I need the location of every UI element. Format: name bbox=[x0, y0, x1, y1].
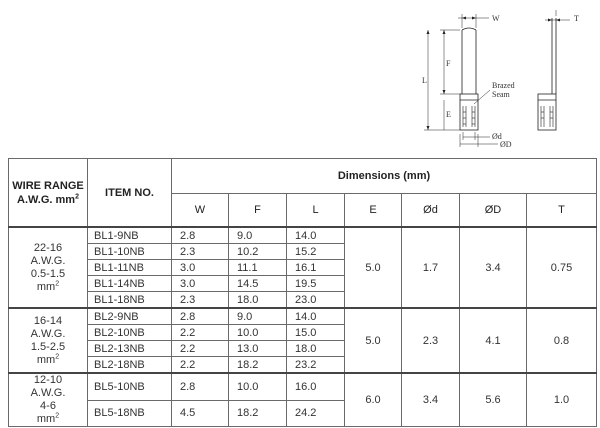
w-cell: 2.8 bbox=[172, 308, 229, 325]
mm-unit: mm bbox=[36, 353, 56, 366]
terminal-drawing bbox=[410, 8, 595, 153]
awg-range: 16-14 bbox=[33, 314, 63, 327]
item-no-cell: BL1-9NB bbox=[88, 227, 172, 244]
label-od-large: ØD bbox=[500, 140, 512, 149]
f-cell: 18.2 bbox=[229, 400, 287, 426]
f-cell: 14.5 bbox=[229, 276, 287, 292]
item-no-cell: BL1-10NB bbox=[88, 244, 172, 260]
l-cell: 14.0 bbox=[287, 227, 345, 244]
col-header-t: T bbox=[527, 194, 597, 228]
f-cell: 10.0 bbox=[229, 373, 287, 400]
l-cell: 23.0 bbox=[287, 292, 345, 309]
e-cell: 5.0 bbox=[345, 308, 402, 373]
table-row bbox=[9, 227, 597, 244]
f-cell: 9.0 bbox=[229, 227, 287, 244]
awg-range: 12-10 bbox=[33, 374, 63, 386]
f-cell: 9.0 bbox=[229, 308, 287, 325]
terminal-diagram bbox=[410, 8, 595, 153]
l-cell: 23.2 bbox=[287, 357, 345, 374]
t-cell: 0.8 bbox=[527, 308, 597, 373]
l-cell: 16.1 bbox=[287, 260, 345, 276]
col-header-od-small: Ød bbox=[402, 194, 460, 228]
label-w: W bbox=[492, 14, 500, 23]
label-brazed: Brazed bbox=[492, 81, 515, 90]
l-cell: 15.0 bbox=[287, 325, 345, 341]
f-cell: 18.0 bbox=[229, 292, 287, 309]
blade-outline bbox=[462, 28, 476, 94]
col-header-l: L bbox=[287, 194, 345, 228]
l-cell: 16.0 bbox=[287, 373, 345, 400]
item-no-cell: BL2-9NB bbox=[88, 308, 172, 325]
mm-range: 1.5-2.5 bbox=[30, 340, 66, 353]
e-cell: 5.0 bbox=[345, 227, 402, 308]
w-cell: 2.8 bbox=[172, 373, 229, 400]
wire-range-cell bbox=[9, 373, 88, 427]
label-f: F bbox=[446, 59, 451, 68]
label-od-small: Ød bbox=[492, 132, 502, 141]
t-cell: 0.75 bbox=[527, 227, 597, 308]
w-cell: 2.2 bbox=[172, 357, 229, 374]
w-cell: 2.8 bbox=[172, 227, 229, 244]
table-row bbox=[9, 308, 597, 325]
w-cell: 3.0 bbox=[172, 276, 229, 292]
wire-range-cell bbox=[9, 308, 88, 373]
item-no-cell: BL2-18NB bbox=[88, 357, 172, 374]
col-header-f: F bbox=[229, 194, 287, 228]
w-cell: 4.5 bbox=[172, 400, 229, 426]
item-no-header: ITEM NO. bbox=[88, 159, 172, 228]
mm-range: 0.5-1.5 bbox=[30, 267, 66, 280]
spec-table bbox=[8, 158, 597, 427]
col-header-e: E bbox=[345, 194, 402, 228]
w-cell: 2.2 bbox=[172, 325, 229, 341]
mm-range: 4-6 bbox=[40, 400, 56, 412]
w-cell: 2.3 bbox=[172, 244, 229, 260]
wire-range-header-sup: 2 bbox=[75, 192, 79, 200]
item-no-cell: BL1-14NB bbox=[88, 276, 172, 292]
od-large-cell: 5.6 bbox=[460, 373, 527, 427]
col-header-w: W bbox=[172, 194, 229, 228]
wire-range-header bbox=[9, 159, 88, 228]
od-small-cell: 3.4 bbox=[402, 373, 460, 427]
f-cell: 10.0 bbox=[229, 325, 287, 341]
w-cell: 2.3 bbox=[172, 292, 229, 309]
mm-unit-sup: 2 bbox=[55, 279, 60, 287]
l-cell: 18.0 bbox=[287, 341, 345, 357]
od-small-cell: 1.7 bbox=[402, 227, 460, 308]
label-seam: Seam bbox=[492, 90, 510, 99]
f-cell: 11.1 bbox=[229, 260, 287, 276]
wire-range-cell bbox=[9, 227, 88, 308]
awg-label: A.W.G. bbox=[30, 387, 66, 399]
w-cell: 3.0 bbox=[172, 260, 229, 276]
f-cell: 13.0 bbox=[229, 341, 287, 357]
dimensions-header: Dimensions (mm) bbox=[172, 159, 597, 194]
item-no-cell: BL1-18NB bbox=[88, 292, 172, 309]
table-row bbox=[9, 373, 597, 400]
label-l: L bbox=[422, 76, 427, 85]
item-no-cell: BL2-13NB bbox=[88, 341, 172, 357]
col-header-od-large: ØD bbox=[460, 194, 527, 228]
t-cell: 1.0 bbox=[527, 373, 597, 427]
item-no-cell: BL5-18NB bbox=[88, 400, 172, 426]
awg-range: 22-16 bbox=[33, 241, 63, 254]
mm-unit: mm bbox=[36, 413, 56, 425]
item-no-cell: BL5-10NB bbox=[88, 373, 172, 400]
mm-unit: mm bbox=[36, 280, 56, 293]
awg-label: A.W.G. bbox=[30, 327, 66, 340]
od-large-cell: 3.4 bbox=[460, 227, 527, 308]
wire-range-header-line1: WIRE RANGE bbox=[12, 179, 84, 192]
od-small-cell: 2.3 bbox=[402, 308, 460, 373]
l-cell: 24.2 bbox=[287, 400, 345, 426]
od-large-cell: 4.1 bbox=[460, 308, 527, 373]
label-t: T bbox=[574, 14, 579, 23]
mm-unit-sup: 2 bbox=[55, 352, 60, 360]
f-cell: 18.2 bbox=[229, 357, 287, 374]
side-blade-outline bbox=[552, 18, 556, 94]
label-e: E bbox=[446, 110, 451, 119]
mm-unit-sup: 2 bbox=[55, 412, 60, 420]
awg-label: A.W.G. bbox=[30, 254, 66, 267]
wire-range-header-line2: A.W.G. mm bbox=[17, 193, 76, 206]
item-no-cell: BL2-10NB bbox=[88, 325, 172, 341]
w-cell: 2.2 bbox=[172, 341, 229, 357]
e-cell: 6.0 bbox=[345, 373, 402, 427]
item-no-cell: BL1-11NB bbox=[88, 260, 172, 276]
f-cell: 10.2 bbox=[229, 244, 287, 260]
l-cell: 14.0 bbox=[287, 308, 345, 325]
l-cell: 15.2 bbox=[287, 244, 345, 260]
l-cell: 19.5 bbox=[287, 276, 345, 292]
spec-table-body bbox=[9, 227, 597, 427]
